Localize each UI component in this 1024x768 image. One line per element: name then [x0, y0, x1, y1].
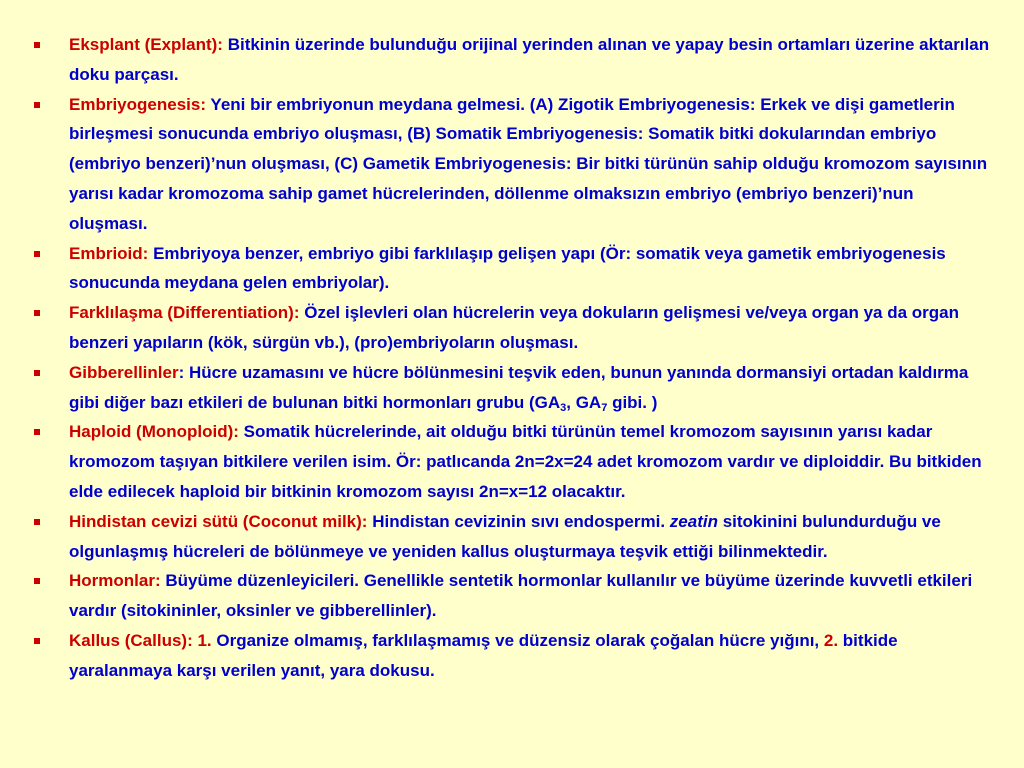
bullet-icon: [34, 638, 40, 644]
bullet-icon: [34, 429, 40, 435]
subscript-ga3: 3: [560, 401, 567, 414]
glossary-entry-hindistan-cevizi: [34, 507, 996, 567]
kallus-number-2: 2.: [823, 630, 839, 650]
glossary-entry-eksplant: [34, 30, 996, 90]
definition-embriyogenesis: Yeni bir embriyonun meydana gelmesi. (A) Zigotik Embriyogenesis: Erkek ve dişi gametlerin birleşmesi sonucunda embriyo oluşması, (B) Somatik Embriyogenesis: Somatik bitki dokularından embriyo (embriyo benzeri)’nun oluşması, (C) Gametik Embriyogenesis: Bir bitki türünün sahip olduğu kromozom sayısının yarısı kadar kromozoma sahip gamet hücrelerinden, döllenme olmaksızın embriyo (embriyo benzeri)’nun oluşması.: [69, 94, 988, 233]
glossary-entry-farklilasma: [34, 298, 996, 358]
definition-hormonlar: Büyüme düzenleyicileri. Genellikle sentetik hormonlar kullanılır ve büyüme üzerinde kuvvetli etkileri vardır (sitokininler, oksinler ve gibberellinler).: [69, 571, 973, 621]
definition-kallus-2: bitkide yaralanmaya karşı verilen yanıt, yara dokusu.: [69, 630, 898, 680]
bullet-icon: [34, 578, 40, 584]
term-eksplant: Eksplant (Explant):: [69, 35, 223, 54]
term-hindistan-cevizi: Hindistan cevizi sütü (Coconut milk):: [69, 511, 368, 531]
definition-farklilasma: Özel işlevleri olan hücrelerin veya dokuların gelişmesi ve/veya organ ya da organ benzeri yapıların (kök, sürgün vb.), (pro)embriyoların oluşması.: [69, 303, 960, 352]
term-haploid: Haploid (Monoploid):: [69, 422, 239, 442]
term-hormonlar: Hormonlar:: [69, 571, 161, 591]
term-embrioid: Embrioid:: [69, 243, 149, 263]
bullet-icon: [34, 42, 40, 48]
definition-gibberellinler-end: gibi. ): [607, 392, 658, 412]
bullet-icon: [34, 370, 40, 376]
definition-haploid: Somatik hücrelerinde, ait olduğu bitki türünün temel kromozom sayısının yarısı kadar kromozom taşıyan bitkilere verilen isim. Ör: patlıcanda 2n=2x=24 adet kromozom vardır ve diploiddir. Bu bitkiden elde edilecek haploid bir bitkinin kromozom sayısı 2n=x=12 olacaktır.: [69, 422, 982, 501]
definition-embrioid: Embriyoya benzer, embriyo gibi farklılaşıp gelişen yapı (Ör: somatik veya gametik embriyogenesis sonucunda meydana gelen embriyolar).: [69, 243, 946, 293]
glossary-entry-hormonlar: [34, 566, 996, 626]
subscript-ga7: 7: [601, 401, 608, 414]
definition-gibberellinler-cont: , GA: [566, 392, 602, 412]
term-embriyogenesis: Embriyogenesis:: [69, 94, 206, 114]
glossary-entry-kallus: [34, 626, 996, 686]
term-farklilasma: Farklılaşma (Differentiation):: [69, 303, 300, 323]
definition-hindistan-cevizi-cont: sitokinini bulundurduğu ve olgunlaşmış hücreleri de bölünmeye ve yeniden kallus oluşturmaya teşvik ettiği bilinmektedir.: [69, 511, 941, 561]
glossary-entry-haploid: [34, 417, 996, 506]
definition-kallus-1: Organize olmamış, farklılaşmamış ve düzensiz olarak çoğalan hücre yığını,: [211, 630, 824, 650]
definition-gibberellinler: : Hücre uzamasını ve hücre bölünmesini teşvik eden, bunun yanında dormansiyi ortadan kaldırma gibi diğer bazı etkileri de bulunan bitki hormonları grubu (GA: [69, 362, 969, 412]
term-kallus: Kallus (Callus):: [69, 630, 193, 650]
kallus-number-1: 1.: [192, 630, 212, 650]
glossary-entry-gibberellinler: [34, 358, 996, 418]
glossary-entry-embrioid: [34, 239, 996, 299]
term-zeatin: zeatin: [669, 511, 718, 531]
bullet-icon: [34, 251, 40, 257]
bullet-icon: [34, 310, 40, 316]
bullet-icon: [34, 519, 40, 525]
bullet-icon: [34, 102, 40, 108]
glossary-entry-embriyogenesis: [34, 90, 996, 239]
term-gibberellinler: Gibberellinler: [69, 362, 179, 382]
definition-eksplant: Bitkinin üzerinde bulunduğu orijinal yerinden alınan ve yapay besin ortamları üzerine aktarılan doku parçası.: [69, 35, 990, 84]
definition-hindistan-cevizi: Hindistan cevizinin sıvı endospermi.: [367, 511, 670, 531]
glossary-list: [34, 30, 996, 686]
